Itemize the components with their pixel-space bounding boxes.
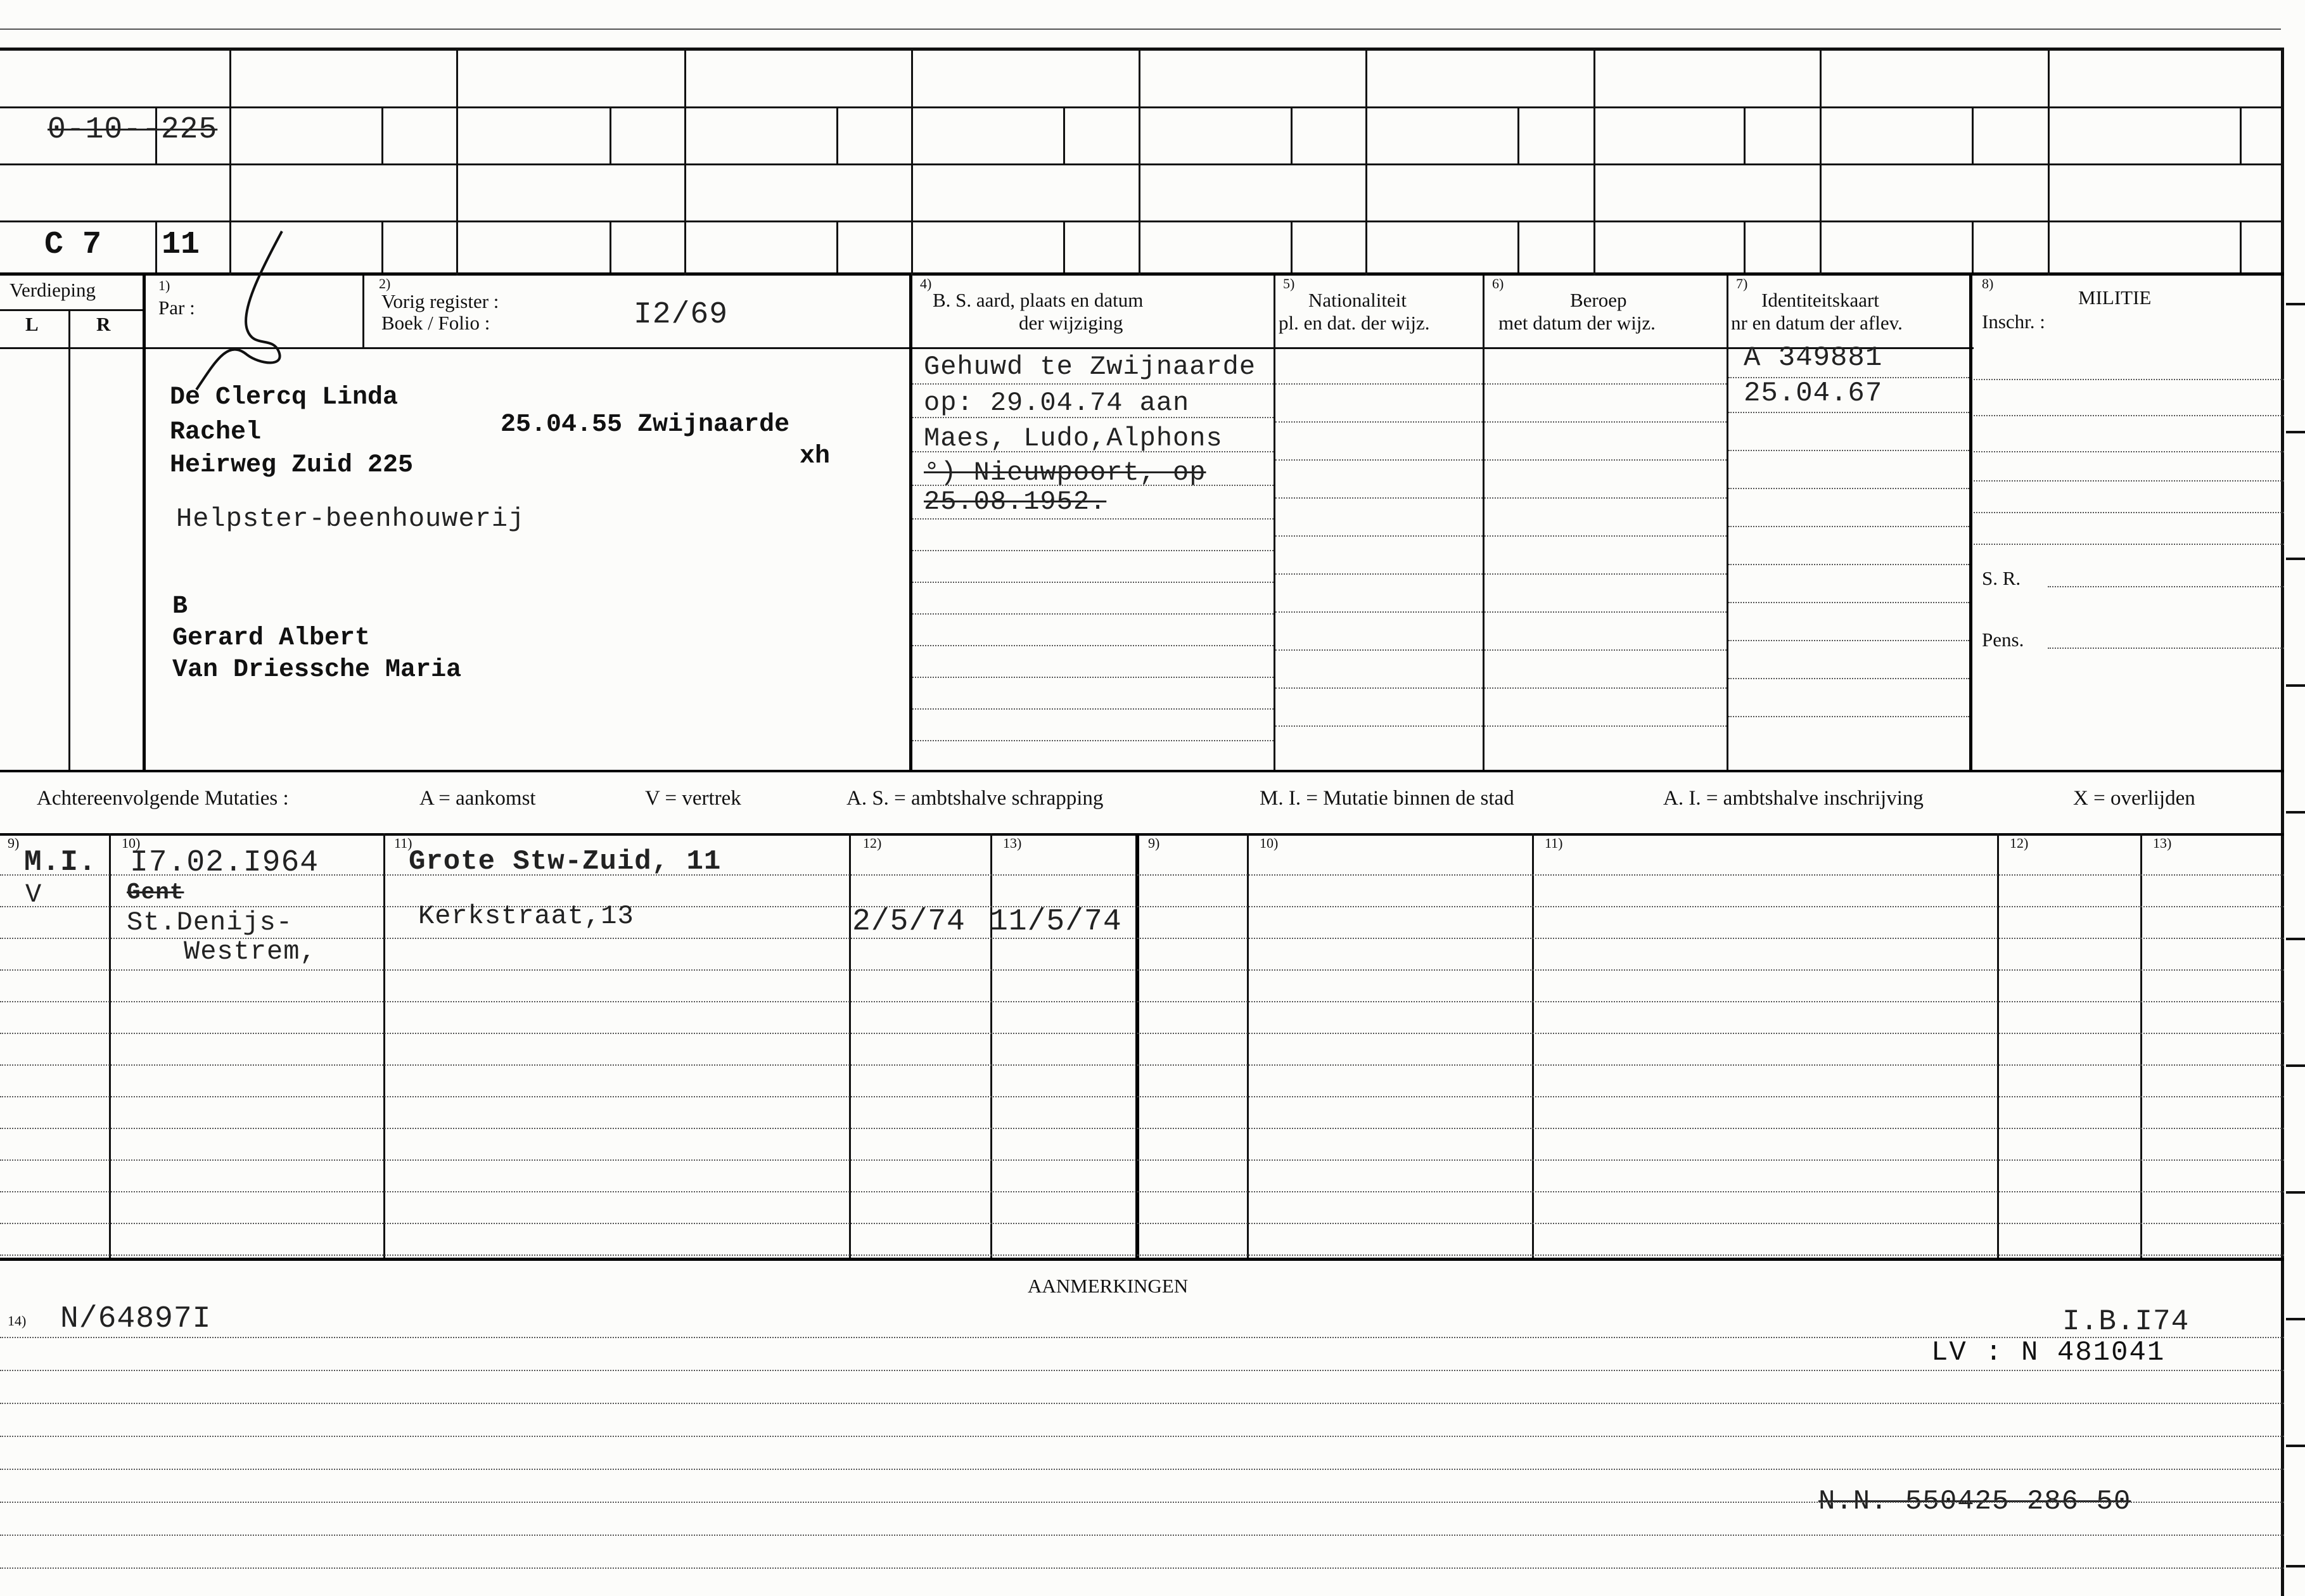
rule-line — [1728, 640, 1969, 641]
rule-line — [0, 1159, 2284, 1161]
grid-line — [990, 833, 992, 1258]
civil-line-2: op: 29.04.74 aan — [924, 388, 1190, 418]
grid-line — [1972, 220, 1974, 272]
grid-line — [1365, 48, 1367, 276]
grid-line — [1063, 106, 1065, 163]
rule-line — [2048, 648, 2284, 649]
rule-line — [0, 1064, 2284, 1066]
father-name: Gerard Albert — [172, 624, 371, 653]
strike-code: 0-10--225 — [48, 113, 218, 147]
grid-line — [362, 276, 364, 347]
grid-line — [0, 272, 2284, 276]
grid-line — [0, 309, 143, 311]
label-militie: MILITIE — [2078, 286, 2152, 309]
mutation-2-place-2: Westrem, — [184, 936, 317, 967]
mutation-2-struck: Gent — [127, 879, 184, 905]
legend-as: A. S. = ambtshalve schrapping — [846, 787, 1104, 810]
grid-line — [2240, 106, 2242, 163]
rule-line — [912, 518, 1274, 520]
col-header-9: 9) — [8, 835, 20, 851]
label-ber-1: Beroep — [1570, 289, 1627, 311]
legend-title: Achtereenvolgende Mutaties : — [37, 787, 289, 810]
grid-line — [610, 220, 611, 272]
label-l: L — [25, 313, 39, 335]
rule-line — [0, 1567, 2284, 1569]
rule-line — [1275, 535, 1483, 537]
rule-line — [0, 1469, 2284, 1470]
grid-line — [1247, 833, 1249, 1258]
mother-name: Van Driessche Maria — [172, 656, 462, 684]
rule-line — [1728, 526, 1969, 527]
grid-line — [1969, 276, 1972, 770]
rule-line — [1275, 573, 1483, 575]
rule-line — [912, 645, 1274, 646]
pen-stroke-mark — [184, 228, 298, 399]
grid-line — [1135, 833, 1139, 1258]
label-num1: 1) — [158, 278, 170, 293]
legend-v: V = vertrek — [645, 787, 741, 810]
parent-code: B — [172, 592, 188, 621]
rule-line — [1728, 602, 1969, 603]
grid-line — [909, 276, 912, 770]
edge-tick — [2286, 938, 2305, 940]
grid-line — [1593, 48, 1595, 276]
col-header-12b: 12) — [2010, 835, 2029, 851]
remarks-lv: LV : N 481041 — [1931, 1337, 2166, 1369]
grid-line — [836, 106, 838, 163]
legend-a: A = aankomst — [419, 787, 536, 810]
legend-ai: A. I. = ambtshalve inschrijving — [1663, 787, 1924, 810]
grid-line — [911, 48, 913, 276]
grid-line — [381, 220, 383, 272]
grid-line — [0, 220, 2284, 222]
civil-line-5: 25.08.1952. — [924, 487, 1107, 517]
grid-line — [1139, 48, 1140, 276]
remarks-title: AANMERKINGEN — [1028, 1275, 1189, 1297]
rule-line — [1275, 421, 1483, 423]
label-num6: 6) — [1492, 276, 1504, 291]
label-vorig: Vorig register : — [381, 290, 499, 312]
rule-line — [0, 1337, 2284, 1338]
rule-line — [912, 582, 1274, 583]
box-code-a: C 7 — [44, 227, 102, 263]
grid-line — [1744, 106, 1746, 163]
grid-line — [155, 220, 157, 272]
rule-line — [1485, 611, 1727, 613]
rule-line — [1728, 678, 1969, 679]
rule-line — [912, 708, 1274, 710]
rule-line — [1275, 649, 1483, 651]
grid-line — [143, 276, 146, 770]
grid-line — [1274, 276, 1275, 770]
edge-tick — [2286, 1064, 2305, 1067]
rule-line — [1485, 573, 1727, 575]
edge-tick — [2286, 303, 2305, 305]
grid-line — [0, 163, 2284, 165]
label-boek: Boek / Folio : — [381, 312, 490, 334]
rule-line — [1485, 421, 1727, 423]
grid-line — [1744, 220, 1746, 272]
label-inschr: Inschr. : — [1982, 310, 2045, 333]
rule-line — [1485, 725, 1727, 727]
rule-line — [1485, 535, 1727, 537]
name-line-2: Rachel — [170, 418, 262, 447]
grid-line — [1483, 276, 1485, 770]
status-code: xh — [800, 442, 831, 471]
rule-line — [0, 1535, 2284, 1536]
rule-line — [0, 1436, 2284, 1437]
grid-line — [2240, 220, 2242, 272]
rule-line — [0, 1128, 2284, 1129]
rule-line — [1275, 383, 1483, 385]
col-header-9b: 9) — [1148, 835, 1160, 851]
grid-line — [456, 48, 458, 276]
grid-line — [1291, 106, 1293, 163]
mutation-1-code: M.I. — [24, 846, 97, 879]
rule-line — [912, 677, 1274, 678]
label-sr: S. R. — [1982, 567, 2021, 589]
grid-line — [610, 106, 611, 163]
label-ber-2: met datum der wijz. — [1498, 312, 1656, 334]
rule-line — [1275, 725, 1483, 727]
edge-tick — [2286, 431, 2305, 433]
grid-line — [1532, 833, 1534, 1258]
label-verdieping: Verdieping — [10, 279, 96, 301]
label-num7: 7) — [1736, 276, 1748, 291]
rule-line — [912, 550, 1274, 551]
civil-line-3: Maes, Ludo,Alphons — [924, 423, 1223, 454]
edge-tick — [2286, 1191, 2305, 1194]
top-edge-line — [0, 29, 2281, 30]
grid-line — [0, 770, 2284, 772]
grid-line — [1063, 220, 1065, 272]
mutation-2-date-2: 11/5/74 — [990, 905, 1122, 939]
remarks-num14: 14) — [8, 1313, 27, 1329]
rule-line — [1485, 649, 1727, 651]
grid-line — [0, 106, 2284, 108]
rule-line — [0, 1096, 2284, 1097]
remarks-ref: N/64897I — [60, 1302, 212, 1336]
grid-line — [381, 106, 383, 163]
col-header-10b: 10) — [1260, 835, 1279, 851]
grid-line — [0, 347, 1974, 349]
rule-line — [0, 1191, 2284, 1192]
address: Heirweg Zuid 225 — [170, 451, 414, 480]
rule-line — [1485, 497, 1727, 499]
label-id-2: nr en datum der aflev. — [1731, 312, 1903, 334]
grid-line — [1727, 276, 1728, 770]
rule-line — [2048, 586, 2284, 587]
grid-line — [109, 833, 111, 1258]
rule-line — [1728, 412, 1969, 413]
label-pens: Pens. — [1982, 629, 2024, 651]
col-header-12: 12) — [863, 835, 882, 851]
name-line-1: De Clercq Linda — [170, 383, 399, 412]
rule-line — [1974, 451, 2284, 452]
grid-line — [1997, 833, 1999, 1258]
rule-line — [1275, 497, 1483, 499]
mutation-2-code: V — [25, 879, 42, 910]
rule-line — [1728, 450, 1969, 451]
rule-line — [0, 1033, 2284, 1034]
rule-line — [0, 969, 2284, 971]
col-header-13: 13) — [1003, 835, 1022, 851]
remarks-ib: I.B.I74 — [2062, 1305, 2190, 1338]
rule-line — [912, 383, 1274, 385]
mutation-2-date-1: 2/5/74 — [852, 905, 966, 939]
edge-tick — [2286, 1565, 2305, 1567]
grid-line — [68, 309, 70, 770]
rule-line — [1275, 611, 1483, 613]
grid-line — [849, 833, 851, 1258]
rule-line — [1974, 415, 2284, 416]
grid-line — [1972, 106, 1974, 163]
rule-line — [1974, 544, 2284, 545]
birth-info: 25.04.55 Zwijnaarde — [501, 411, 790, 439]
rule-line — [0, 1254, 2284, 1256]
mutation-1-address: Grote Stw-Zuid, 11 — [409, 846, 722, 878]
edge-tick — [2286, 811, 2305, 814]
col-header-11: 11) — [394, 835, 412, 851]
label-num2: 2) — [379, 276, 391, 291]
rule-line — [0, 938, 2284, 939]
grid-line — [383, 833, 385, 1258]
grid-line — [1291, 220, 1293, 272]
rule-line — [912, 613, 1274, 615]
label-r: R — [96, 313, 111, 335]
grid-line — [684, 48, 686, 276]
register-value: I2/69 — [634, 298, 729, 332]
legend-mi: M. I. = Mutatie binnen de stad — [1260, 787, 1514, 810]
identity-number: A 349881 — [1744, 342, 1883, 374]
rule-line — [912, 740, 1274, 741]
grid-line — [1517, 220, 1519, 272]
label-num4: 4) — [920, 276, 932, 291]
rule-line — [1485, 459, 1727, 461]
label-id-1: Identiteitskaart — [1761, 289, 1879, 311]
grid-line — [2140, 833, 2142, 1258]
edge-tick — [2286, 1318, 2305, 1320]
rule-line — [1974, 512, 2284, 513]
rule-line — [1485, 687, 1727, 689]
civil-line-4: °) Nieuwpoort, op — [924, 457, 1206, 488]
label-nat-2: pl. en dat. der wijz. — [1279, 312, 1430, 334]
box-code-b: 11 — [162, 227, 200, 263]
label-num5: 5) — [1283, 276, 1295, 291]
rule-line — [1974, 379, 2284, 380]
rule-line — [0, 874, 2284, 876]
edge-tick — [2286, 558, 2305, 560]
rule-line — [1728, 564, 1969, 565]
remarks-nn: N.N. 550425 286 50 — [1818, 1486, 2131, 1517]
col-header-11b: 11) — [1545, 835, 1563, 851]
rule-line — [0, 906, 2284, 907]
rule-line — [0, 1370, 2284, 1371]
mutation-2-place-1: St.Denijs- — [127, 907, 293, 938]
rule-line — [1485, 383, 1727, 385]
civil-line-1: Gehuwd te Zwijnaarde — [924, 352, 1256, 382]
grid-line — [1517, 106, 1519, 163]
rule-line — [1728, 488, 1969, 489]
edge-tick — [2286, 684, 2305, 687]
col-header-13b: 13) — [2153, 835, 2172, 851]
grid-line — [836, 220, 838, 272]
legend-x: X = overlijden — [2073, 787, 2195, 810]
rule-line — [0, 1403, 2284, 1404]
rule-line — [1275, 459, 1483, 461]
grid-line — [2048, 48, 2050, 276]
identity-date: 25.04.67 — [1744, 378, 1883, 409]
label-num8: 8) — [1982, 276, 1994, 291]
rule-line — [0, 1502, 2284, 1503]
mutation-1-date: I7.02.I964 — [130, 846, 319, 880]
occupation: Helpster-beenhouwerij — [176, 504, 525, 534]
label-par: Par : — [158, 297, 195, 319]
rule-line — [1275, 687, 1483, 689]
edge-tick — [2286, 1445, 2305, 1447]
rule-line — [0, 1001, 2284, 1002]
grid-line — [0, 1258, 2284, 1261]
label-bs-1: B. S. aard, plaats en datum — [933, 289, 1144, 311]
grid-line — [0, 833, 2284, 836]
label-bs-2: der wijziging — [1019, 312, 1123, 334]
mutation-2-address: Kerkstraat,13 — [418, 901, 634, 931]
grid-line — [1820, 48, 1822, 276]
rule-line — [1728, 716, 1969, 717]
rule-line — [0, 1223, 2284, 1224]
col-header-10: 10) — [122, 835, 141, 851]
rule-line — [1974, 480, 2284, 482]
label-nat-1: Nationaliteit — [1308, 289, 1407, 311]
